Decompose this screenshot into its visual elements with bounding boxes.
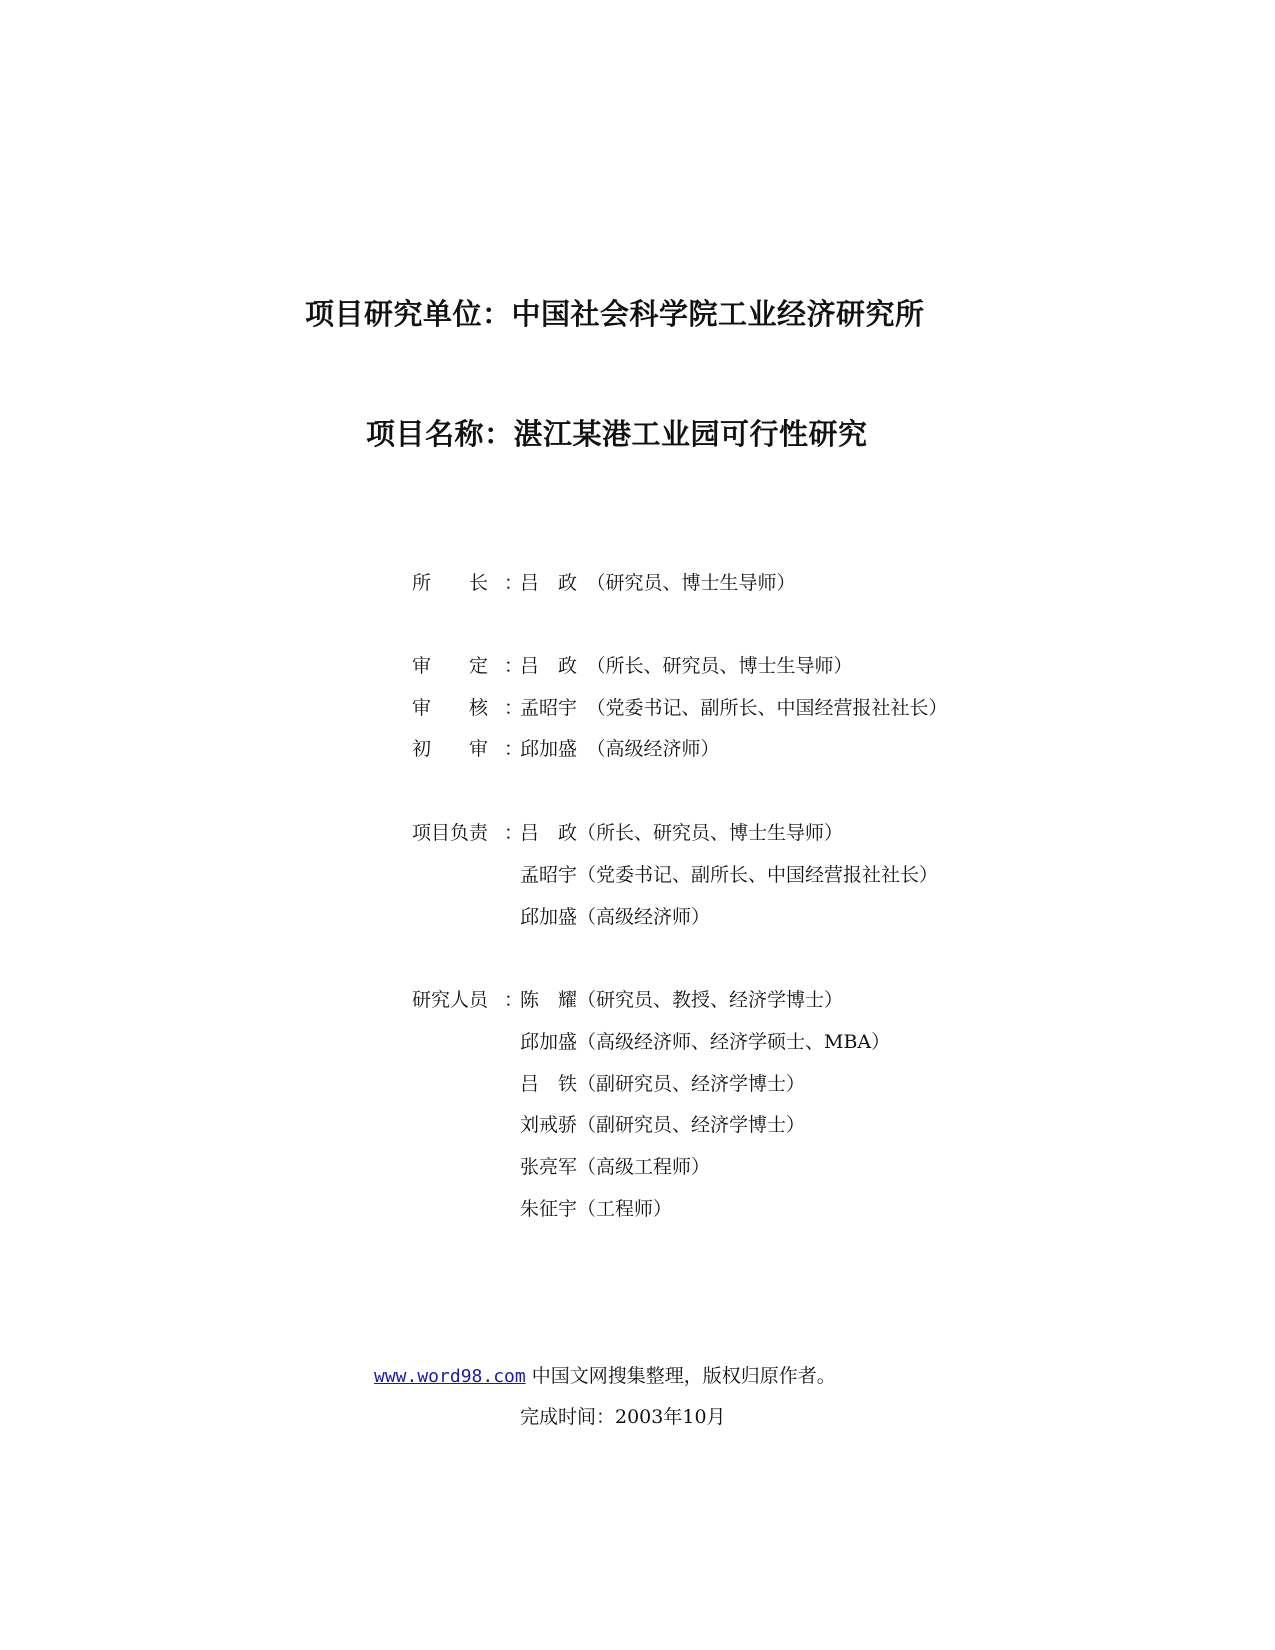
researcher-item: 陈 耀（研究员、教授、经济学博士） bbox=[520, 989, 844, 1011]
director-role: 所 长 bbox=[412, 572, 489, 594]
researchers-colon: ： bbox=[504, 989, 524, 1011]
director-colon: ： bbox=[504, 572, 524, 594]
source-line bbox=[374, 1364, 836, 1389]
researcher-item: 张亮军（高级工程师） bbox=[520, 1156, 711, 1178]
researchers-label: 研究人员 bbox=[412, 989, 489, 1011]
director-text: 吕 政 （研究员、博士生导师） bbox=[520, 572, 796, 594]
unit-heading: 项目研究单位：中国社会科学院工业经济研究所 bbox=[305, 297, 925, 331]
first-reviewer-colon: ： bbox=[504, 738, 524, 760]
researcher-item: 朱征宇（工程师） bbox=[520, 1198, 673, 1220]
approver-colon: ： bbox=[504, 655, 524, 677]
source-note: 中国文网搜集整理，版权归原作者。 bbox=[525, 1365, 836, 1387]
project-leads-label: 项目负责 bbox=[412, 822, 489, 844]
project-lead-item: 邱加盛（高级经济师） bbox=[520, 906, 711, 928]
reviewer-text: 孟昭宇 （党委书记、副所长、中国经营报社社长） bbox=[520, 697, 948, 719]
researcher-item: 吕 铁（副研究员、经济学博士） bbox=[520, 1073, 806, 1095]
project-lead-item: 吕 政（所长、研究员、博士生导师） bbox=[520, 822, 844, 844]
completion-line: 完成时间：2003年10月 bbox=[520, 1406, 726, 1428]
approver-text: 吕 政 （所长、研究员、博士生导师） bbox=[520, 655, 853, 677]
researcher-item: 邱加盛（高级经济师、经济学硕士、MBA） bbox=[520, 1031, 891, 1053]
researcher-item: 刘戒骄（副研究员、经济学博士） bbox=[520, 1114, 806, 1136]
reviewer-colon: ： bbox=[504, 697, 524, 719]
project-name-heading: 项目名称：湛江某港工业园可行性研究 bbox=[366, 417, 868, 451]
source-link[interactable]: www.word98.com bbox=[374, 1366, 526, 1387]
approver-role: 审 定 bbox=[412, 655, 489, 677]
project-leads-colon: ： bbox=[504, 822, 524, 844]
reviewer-role: 审 核 bbox=[412, 697, 489, 719]
first-reviewer-role: 初 审 bbox=[412, 738, 489, 760]
project-lead-item: 孟昭宇（党委书记、副所长、中国经营报社社长） bbox=[520, 864, 939, 886]
first-reviewer-text: 邱加盛 （高级经济师） bbox=[520, 738, 720, 760]
